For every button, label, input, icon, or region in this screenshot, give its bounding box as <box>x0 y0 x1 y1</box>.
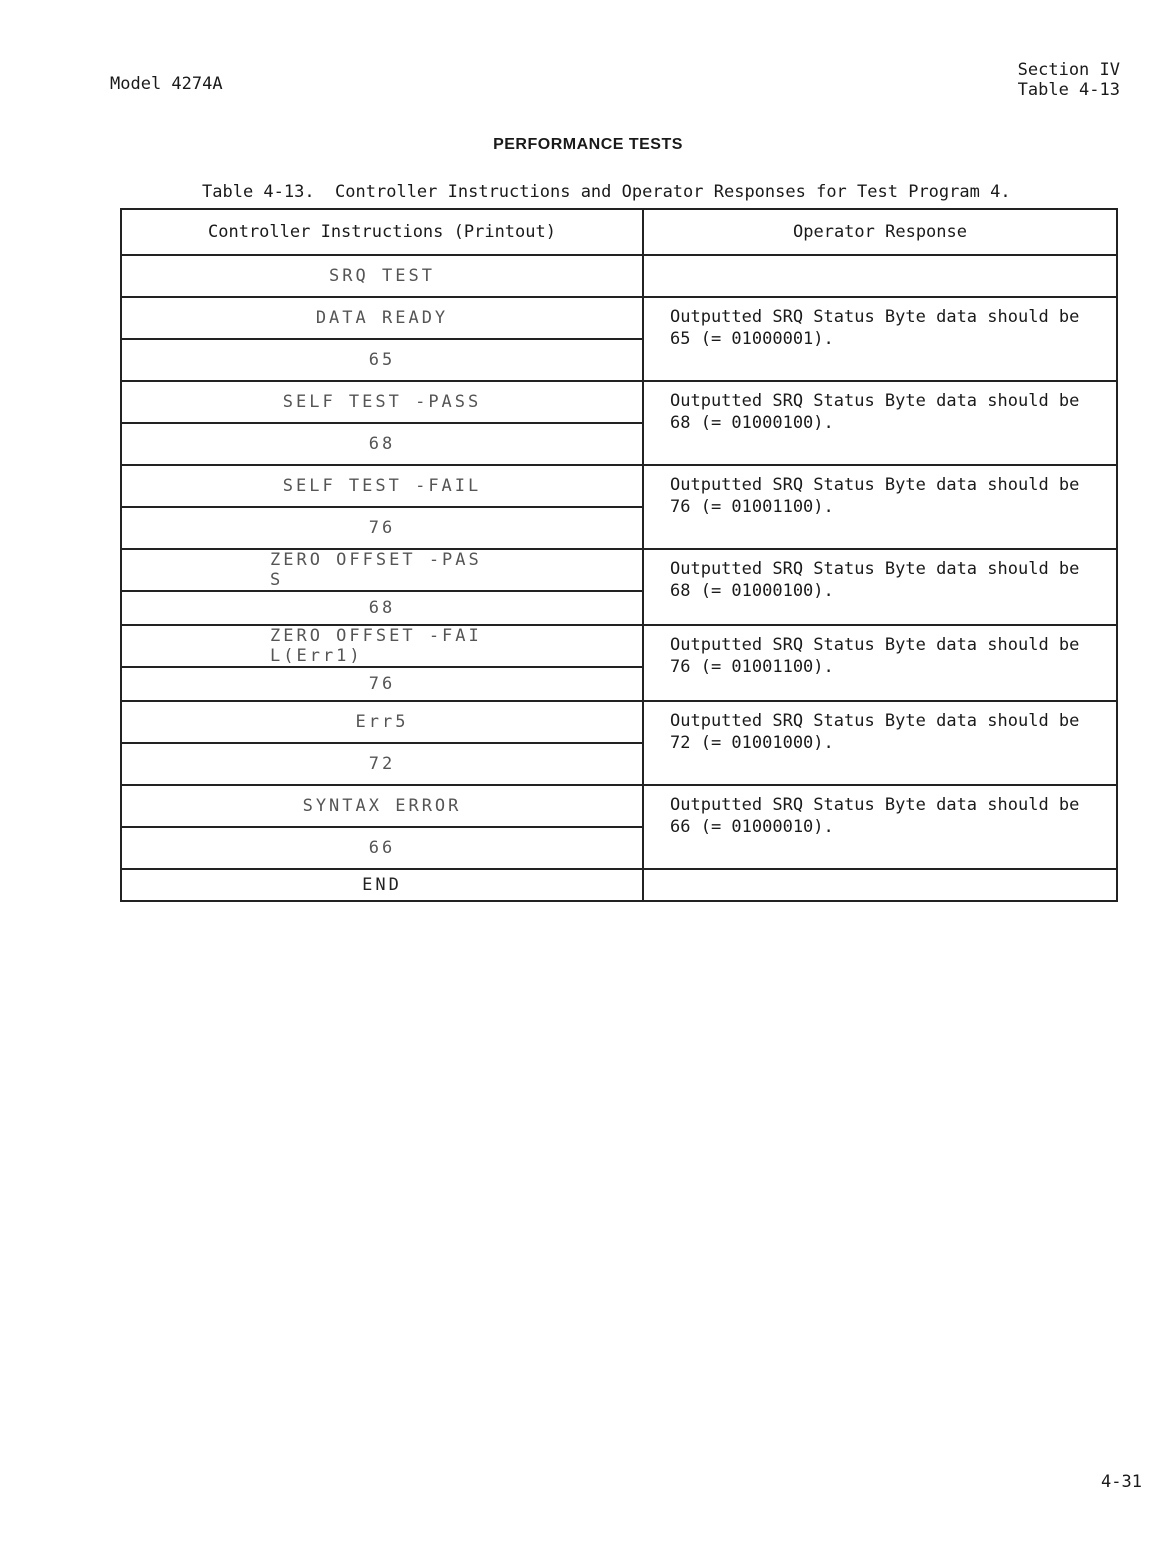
instruction-cell: END <box>121 869 643 901</box>
table-caption: Table 4-13. Controller Instructions and Operator Responses for Test Program 4. <box>202 182 1011 202</box>
table-row <box>121 869 1117 901</box>
table-row <box>121 625 1117 667</box>
table-row <box>121 701 1117 743</box>
instructions-table <box>120 208 1118 902</box>
table-header-row <box>121 209 1117 255</box>
section-reference <box>1018 60 1120 100</box>
instruction-line: ZERO OFFSET -FAI <box>270 626 482 646</box>
column-header-instructions: Controller Instructions (Printout) <box>121 209 643 255</box>
response-cell: Outputted SRQ Status Byte data should be 66 (= 01000010). <box>643 785 1117 869</box>
instruction-cell: 68 <box>121 423 643 465</box>
table-row <box>121 381 1117 423</box>
section-title: PERFORMANCE TESTS <box>493 136 683 153</box>
table-row <box>121 297 1117 339</box>
table-row <box>121 785 1117 827</box>
response-cell-empty <box>643 255 1117 297</box>
instruction-cell: 72 <box>121 743 643 785</box>
table-row <box>121 255 1117 297</box>
instruction-cell: 76 <box>121 507 643 549</box>
section-label: Section IV <box>1017 60 1120 80</box>
instruction-cell: 76 <box>121 667 643 701</box>
instruction-cell <box>121 625 643 667</box>
model-label: Model 4274A <box>110 74 223 94</box>
instruction-cell: DATA READY <box>121 297 643 339</box>
instruction-cell: 65 <box>121 339 643 381</box>
instruction-cell: SELF TEST -FAIL <box>121 465 643 507</box>
table-row <box>121 549 1117 591</box>
column-header-response: Operator Response <box>643 209 1117 255</box>
response-cell: Outputted SRQ Status Byte data should be 68 (= 01000100). <box>643 549 1117 625</box>
instruction-cell: SRQ TEST <box>121 255 643 297</box>
response-cell: Outputted SRQ Status Byte data should be 68 (= 01000100). <box>643 381 1117 465</box>
response-cell-empty <box>643 869 1117 901</box>
instruction-line: L(Err1) <box>270 646 363 666</box>
page-number: 4-31 <box>1101 1472 1142 1492</box>
table-reference-label: Table 4-13 <box>1017 80 1120 100</box>
response-cell: Outputted SRQ Status Byte data should be 72 (= 01001000). <box>643 701 1117 785</box>
instruction-cell: SYNTAX ERROR <box>121 785 643 827</box>
instruction-cell: SELF TEST -PASS <box>121 381 643 423</box>
table-row <box>121 465 1117 507</box>
instruction-cell: 68 <box>121 591 643 625</box>
instruction-cell: Err5 <box>121 701 643 743</box>
response-cell: Outputted SRQ Status Byte data should be 76 (= 01001100). <box>643 625 1117 701</box>
instruction-cell <box>121 549 643 591</box>
instruction-line: S <box>270 570 284 590</box>
instruction-cell: 66 <box>121 827 643 869</box>
response-cell: Outputted SRQ Status Byte data should be 76 (= 01001100). <box>643 465 1117 549</box>
response-cell: Outputted SRQ Status Byte data should be 65 (= 01000001). <box>643 297 1117 381</box>
instruction-line: ZERO OFFSET -PAS <box>270 550 482 570</box>
